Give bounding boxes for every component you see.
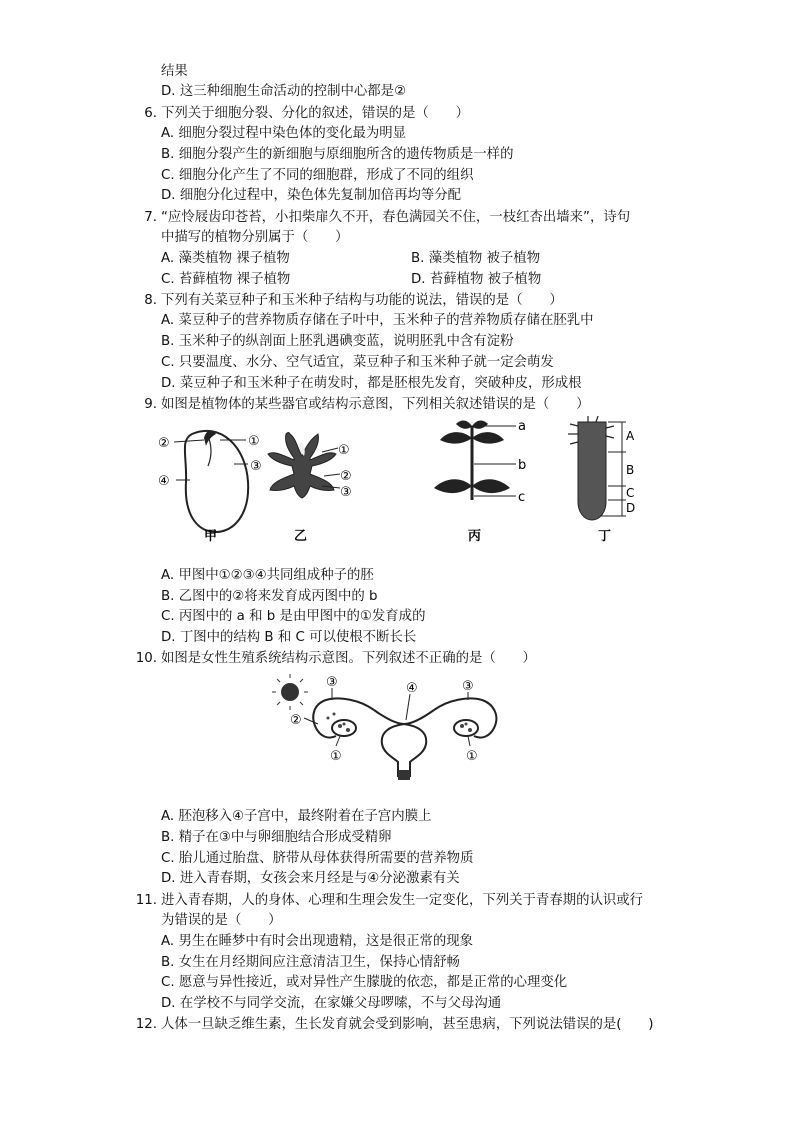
carry-over-line-1: 结果: [161, 64, 188, 79]
root-label-b: B: [626, 463, 635, 477]
embryo-label-2: ②: [340, 469, 352, 484]
root-label-d: D: [626, 501, 636, 515]
q7-option-b: B. 藻类植物 被子植物: [411, 251, 541, 266]
q6-option-d: D. 细胞分化过程中，染色体先复制加倍再均等分配: [161, 188, 462, 203]
q8-option-b: B. 玉米种子的纵剖面上胚乳遇碘变蓝，说明胚乳中含有淀粉: [161, 334, 514, 349]
q6-stem: 下列关于细胞分裂、分化的叙述，错误的是（ ）: [161, 106, 469, 121]
q10-number: 10.: [135, 651, 157, 666]
q7-option-a: A. 藻类植物 裸子植物: [161, 251, 290, 266]
q9-stem: 如图是植物体的某些器官或结构示意图，下列相关叙述错误的是（ ）: [161, 397, 590, 412]
plant-label-b: b: [518, 458, 527, 473]
seedling-diagram: [434, 419, 526, 544]
caption-bing: 丙: [468, 529, 482, 544]
q7-stem-line-2: 中描写的植物分别属于（ ）: [161, 230, 349, 245]
egg-cell: [272, 674, 308, 710]
embryo-diagram: [268, 433, 352, 545]
q11-option-d: D. 在学校不与同学交流，在家嫌父母啰嗦，不与父母沟通: [161, 996, 502, 1011]
seed-diagram: [158, 431, 262, 544]
q10-stem: 如图是女性生殖系统结构示意图。下列叙述不正确的是（ ）: [161, 651, 536, 666]
caption-ding: 丁: [598, 529, 612, 544]
plant-label-c: c: [518, 490, 526, 505]
q11-number: 11.: [135, 893, 157, 908]
q9-number: 9.: [144, 397, 157, 412]
seed-label-4: ④: [158, 474, 170, 489]
q9-option-d: D. 丁图中的结构 B 和 C 可以使根不断长长: [161, 630, 417, 645]
q8-option-a: A. 菜豆种子的营养物质存储在子叶中，玉米种子的营养物质存储在胚乳中: [161, 313, 594, 328]
seed-label-1: ①: [248, 434, 260, 449]
q6-option-c: C. 细胞分化产生了不同的细胞群，形成了不同的组织: [161, 168, 474, 183]
seed-label-3: ③: [250, 459, 262, 474]
q6-option-b: B. 细胞分裂产生的新细胞与原细胞所含的遗传物质是一样的: [161, 147, 514, 162]
q11-stem-line-2: 为错误的是（ ）: [161, 913, 282, 928]
embryo-label-3: ③: [340, 485, 352, 500]
q9-option-a: A. 甲图中①②③④共同组成种子的胚: [161, 568, 374, 583]
q8-option-d: D. 菜豆种子和玉米种子在萌发时，都是胚根先发育，突破种皮，形成根: [161, 376, 582, 391]
q10-option-c: C. 胎儿通过胎盘、脐带从母体获得所需要的营养物质: [161, 851, 474, 866]
q12-stem: 人体一旦缺乏维生素，生长发育就会受到影响，甚至患病，下列说法错误的是( ): [161, 1017, 654, 1032]
fig10-label-2: ②: [290, 713, 302, 728]
ovary-detail: [327, 713, 473, 733]
q8-stem: 下列有关菜豆种子和玉米种子结构与功能的说法，错误的是（ ）: [161, 293, 563, 308]
root-tip-diagram: [568, 416, 635, 544]
q10-option-d: D. 进入青春期，女孩会来月经是与④分泌激素有关: [161, 871, 460, 886]
plant-structures-figure: [150, 416, 640, 548]
root-label-a: A: [626, 429, 635, 443]
fig10-label-3-left: ③: [326, 675, 338, 690]
fig10-label-1-right: ①: [466, 749, 478, 764]
q7-number: 7.: [144, 210, 157, 225]
q8-number: 8.: [144, 293, 157, 308]
q6-option-a: A. 细胞分裂过程中染色体的变化最为明显: [161, 126, 407, 141]
q11-option-c: C. 愿意与异性接近，或对异性产生朦胧的依恋，都是正常的心理变化: [161, 975, 568, 990]
q11-option-a: A. 男生在睡梦中有时会出现遗精，这是很正常的现象: [161, 934, 474, 949]
uterus-structure: [313, 698, 496, 776]
female-reproductive-system-figure: [270, 670, 530, 788]
root-label-c: C: [626, 486, 635, 500]
q6-number: 6.: [144, 106, 157, 121]
fig10-label-4: ④: [406, 681, 418, 696]
q11-option-b: B. 女生在月经期间应注意清洁卫生，保持心情舒畅: [161, 955, 460, 970]
fig10-label-1-left: ①: [330, 749, 342, 764]
carry-over-option-d: D. 这三种细胞生命活动的控制中心都是②: [161, 84, 407, 99]
caption-yi: 乙: [294, 529, 308, 544]
q12-number: 12.: [135, 1017, 157, 1032]
q11-stem-line-1: 进入青春期，人的身体、心理和生理会发生一定变化，下列关于青春期的认识或行: [161, 893, 644, 908]
q8-option-c: C. 只要温度、水分、空气适宜，菜豆种子和玉米种子就一定会萌发: [161, 355, 554, 370]
q9-option-c: C. 丙图中的 a 和 b 是由甲图中的①发育成的: [161, 609, 426, 624]
q7-option-d: D. 苔藓植物 被子植物: [411, 272, 542, 287]
caption-jia: 甲: [204, 529, 218, 544]
q7-stem-line-1: “应怜屐齿印苍苔，小扣柴扉久不开，春色满园关不住，一枝红杏出墙来”，诗句: [161, 210, 631, 225]
seed-label-2: ②: [158, 436, 170, 451]
cervix-detail: [398, 770, 410, 780]
q9-option-b: B. 乙图中的②将来发育成丙图中的 b: [161, 589, 378, 604]
q10-option-b: B. 精子在③中与卵细胞结合形成受精卵: [161, 830, 392, 845]
plant-label-a: a: [518, 419, 526, 434]
fig10-label-3-right: ③: [462, 679, 474, 694]
q10-option-a: A. 胚泡移入④子宫中，最终附着在子宫内膜上: [161, 809, 432, 824]
q7-option-c: C. 苔藓植物 裸子植物: [161, 272, 291, 287]
embryo-label-1: ①: [338, 443, 350, 458]
